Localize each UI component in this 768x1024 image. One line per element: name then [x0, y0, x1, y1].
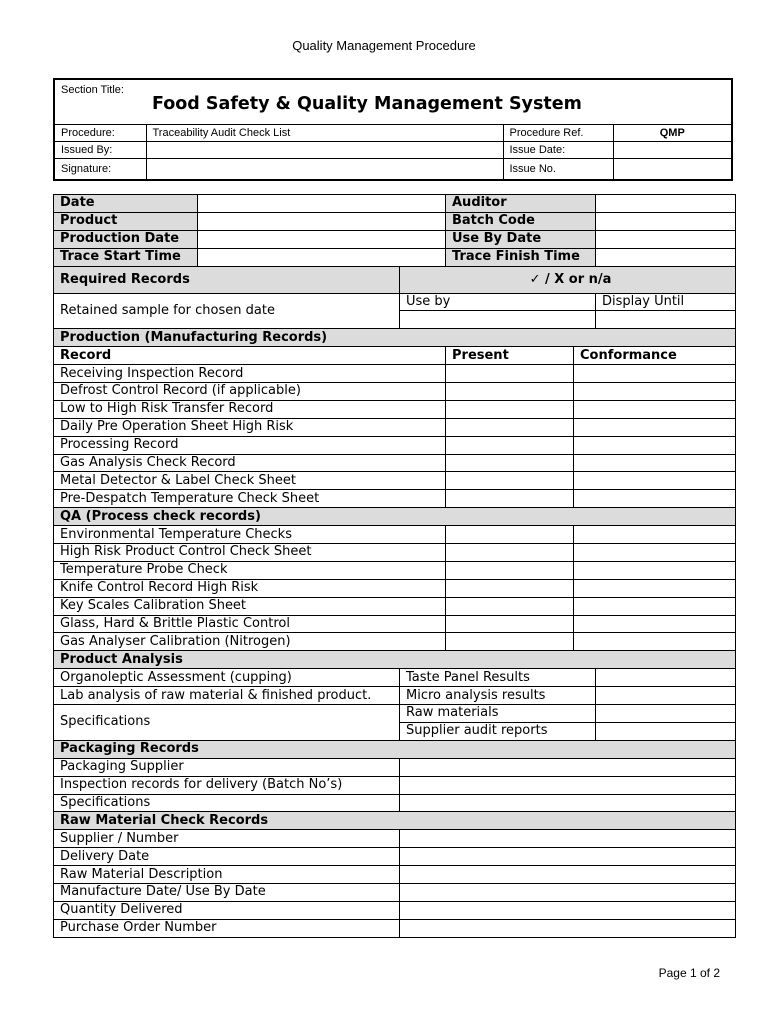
raw-material-section-title: Raw Material Check Records — [54, 812, 736, 830]
conformance-cell[interactable] — [574, 383, 736, 401]
use-by-label: Use by — [400, 293, 596, 311]
entry-cell[interactable] — [400, 866, 736, 884]
product-label: Product — [54, 212, 198, 230]
signature-field[interactable] — [146, 159, 503, 181]
record-name: Gas Analysis Check Record — [54, 454, 446, 472]
conformance-cell[interactable] — [574, 418, 736, 436]
record-name: Specifications — [54, 794, 400, 812]
procedure-ref-value: QMP — [613, 125, 732, 142]
production-records-body — [54, 365, 736, 508]
record-name: Receiving Inspection Record — [54, 365, 446, 383]
present-cell[interactable] — [446, 544, 574, 562]
record-name: Low to High Risk Transfer Record — [54, 400, 446, 418]
production-section-title: Production (Manufacturing Records) — [54, 329, 736, 347]
record-name: Temperature Probe Check — [54, 561, 446, 579]
record-name: Purchase Order Number — [54, 919, 400, 937]
conformance-cell[interactable] — [574, 597, 736, 615]
display-until-field[interactable] — [596, 311, 736, 329]
present-cell[interactable] — [446, 365, 574, 383]
record-name: Manufacture Date/ Use By Date — [54, 883, 400, 901]
table-row — [54, 365, 736, 383]
auditor-field[interactable] — [596, 195, 736, 213]
table-row — [54, 400, 736, 418]
table-row — [54, 561, 736, 579]
conformance-column-header: Conformance — [574, 347, 736, 365]
batch-code-field[interactable] — [596, 212, 736, 230]
table-row — [54, 901, 736, 919]
packaging-records-body — [54, 758, 736, 812]
production-date-label: Production Date — [54, 230, 198, 248]
record-name: Processing Record — [54, 436, 446, 454]
signature-label: Signature: — [54, 159, 146, 181]
record-name: Raw Material Description — [54, 866, 400, 884]
present-cell[interactable] — [446, 472, 574, 490]
packaging-section-title: Packaging Records — [54, 740, 736, 758]
present-column-header: Present — [446, 347, 574, 365]
qa-records-body — [54, 526, 736, 651]
present-cell[interactable] — [446, 526, 574, 544]
table-row — [54, 454, 736, 472]
entry-cell[interactable] — [400, 830, 736, 848]
entry-cell[interactable] — [400, 776, 736, 794]
table-row — [54, 866, 736, 884]
present-cell[interactable] — [446, 490, 574, 508]
specifications-label: Specifications — [54, 705, 400, 741]
table-row — [54, 383, 736, 401]
conformance-cell[interactable] — [574, 526, 736, 544]
auditor-label: Auditor — [446, 195, 596, 213]
record-name: Packaging Supplier — [54, 758, 400, 776]
record-name: Environmental Temperature Checks — [54, 526, 446, 544]
table-row — [54, 472, 736, 490]
table-row — [54, 848, 736, 866]
table-row — [54, 615, 736, 633]
table-row — [54, 579, 736, 597]
table-row — [54, 919, 736, 937]
present-cell[interactable] — [446, 615, 574, 633]
trace-start-time-label: Trace Start Time — [54, 248, 198, 266]
conformance-cell[interactable] — [574, 579, 736, 597]
issue-no-label: Issue No. — [503, 159, 613, 181]
supplier-audit-label: Supplier audit reports — [400, 722, 596, 740]
procedure-label: Procedure: — [54, 125, 146, 142]
table-row — [54, 830, 736, 848]
procedure-ref-label: Procedure Ref. — [503, 125, 613, 142]
present-cell[interactable] — [446, 597, 574, 615]
present-cell[interactable] — [446, 383, 574, 401]
document-header: Quality Management Procedure — [292, 38, 476, 53]
procedure-value: Traceability Audit Check List — [146, 125, 503, 142]
record-name: Pre-Despatch Temperature Check Sheet — [54, 490, 446, 508]
raw-materials-label: Raw materials — [400, 705, 596, 723]
issued-by-field[interactable] — [146, 142, 503, 159]
record-column-header: Record — [54, 347, 446, 365]
trace-start-time-field[interactable] — [198, 248, 446, 266]
required-records-label: Required Records — [54, 266, 400, 293]
issue-no-field[interactable] — [613, 159, 732, 181]
conformance-cell[interactable] — [574, 365, 736, 383]
micro-analysis-field[interactable] — [596, 687, 736, 705]
supplier-audit-field[interactable] — [596, 722, 736, 740]
date-field[interactable] — [198, 195, 446, 213]
entry-cell[interactable] — [400, 901, 736, 919]
conformance-cell[interactable] — [574, 544, 736, 562]
present-cell[interactable] — [446, 454, 574, 472]
record-name: Inspection records for delivery (Batch No’s) — [54, 776, 400, 794]
table-row — [54, 526, 736, 544]
present-cell[interactable] — [446, 561, 574, 579]
table-row — [54, 490, 736, 508]
conformance-cell[interactable] — [574, 561, 736, 579]
present-cell[interactable] — [446, 400, 574, 418]
use-by-field[interactable] — [400, 311, 596, 329]
check-legend: ✓ / X or n/a — [400, 266, 736, 293]
record-name: Gas Analyser Calibration (Nitrogen) — [54, 633, 446, 651]
conformance-cell[interactable] — [574, 400, 736, 418]
issue-date-field[interactable] — [613, 142, 732, 159]
record-name: Daily Pre Operation Sheet High Risk — [54, 418, 446, 436]
conformance-cell[interactable] — [574, 633, 736, 651]
table-row — [54, 776, 736, 794]
display-until-label: Display Until — [596, 293, 736, 311]
table-row — [54, 436, 736, 454]
entry-cell[interactable] — [400, 883, 736, 901]
retained-sample-label: Retained sample for chosen date — [54, 293, 400, 329]
use-by-date-label: Use By Date — [446, 230, 596, 248]
qa-section-title: QA (Process check records) — [54, 508, 736, 526]
entry-cell[interactable] — [400, 848, 736, 866]
present-cell[interactable] — [446, 579, 574, 597]
lab-analysis-label: Lab analysis of raw material & finished product. — [54, 687, 400, 705]
present-cell[interactable] — [446, 436, 574, 454]
use-by-date-field[interactable] — [596, 230, 736, 248]
table-row — [54, 758, 736, 776]
record-name: Delivery Date — [54, 848, 400, 866]
table-row — [54, 597, 736, 615]
product-analysis-section-title: Product Analysis — [54, 651, 736, 669]
entry-cell[interactable] — [400, 794, 736, 812]
batch-code-label: Batch Code — [446, 212, 596, 230]
record-name: Knife Control Record High Risk — [54, 579, 446, 597]
page-number: Page 1 of 2 — [658, 966, 720, 980]
production-date-field[interactable] — [198, 230, 446, 248]
record-name: Quantity Delivered — [54, 901, 400, 919]
raw-materials-field[interactable] — [596, 705, 736, 723]
issue-date-label: Issue Date: — [503, 142, 613, 159]
record-name: Metal Detector & Label Check Sheet — [54, 472, 446, 490]
table-row — [54, 633, 736, 651]
conformance-cell[interactable] — [574, 454, 736, 472]
conformance-cell[interactable] — [574, 472, 736, 490]
conformance-cell[interactable] — [574, 436, 736, 454]
present-cell[interactable] — [446, 633, 574, 651]
entry-cell[interactable] — [400, 919, 736, 937]
taste-panel-field[interactable] — [596, 669, 736, 687]
taste-panel-label: Taste Panel Results — [400, 669, 596, 687]
table-row — [54, 544, 736, 562]
trace-finish-time-label: Trace Finish Time — [446, 248, 596, 266]
issued-by-label: Issued By: — [54, 142, 146, 159]
entry-cell[interactable] — [400, 758, 736, 776]
raw-material-records-body — [54, 830, 736, 937]
present-cell[interactable] — [446, 418, 574, 436]
section-title-cell — [54, 79, 732, 125]
table-row — [54, 883, 736, 901]
document-title: Food Safety & Quality Management System — [152, 94, 582, 114]
record-name: Supplier / Number — [54, 830, 400, 848]
trace-finish-time-field[interactable] — [596, 248, 736, 266]
record-name: Glass, Hard & Brittle Plastic Control — [54, 615, 446, 633]
record-name: High Risk Product Control Check Sheet — [54, 544, 446, 562]
section-info-table — [53, 78, 733, 181]
table-row — [54, 418, 736, 436]
product-field[interactable] — [198, 212, 446, 230]
table-row — [54, 794, 736, 812]
date-label: Date — [54, 195, 198, 213]
conformance-cell[interactable] — [574, 615, 736, 633]
micro-analysis-label: Micro analysis results — [400, 687, 596, 705]
record-name: Defrost Control Record (if applicable) — [54, 383, 446, 401]
record-name: Key Scales Calibration Sheet — [54, 597, 446, 615]
organoleptic-label: Organoleptic Assessment (cupping) — [54, 669, 400, 687]
section-title-label: Section Title: — [61, 84, 124, 96]
conformance-cell[interactable] — [574, 490, 736, 508]
audit-checklist-table — [53, 194, 736, 938]
